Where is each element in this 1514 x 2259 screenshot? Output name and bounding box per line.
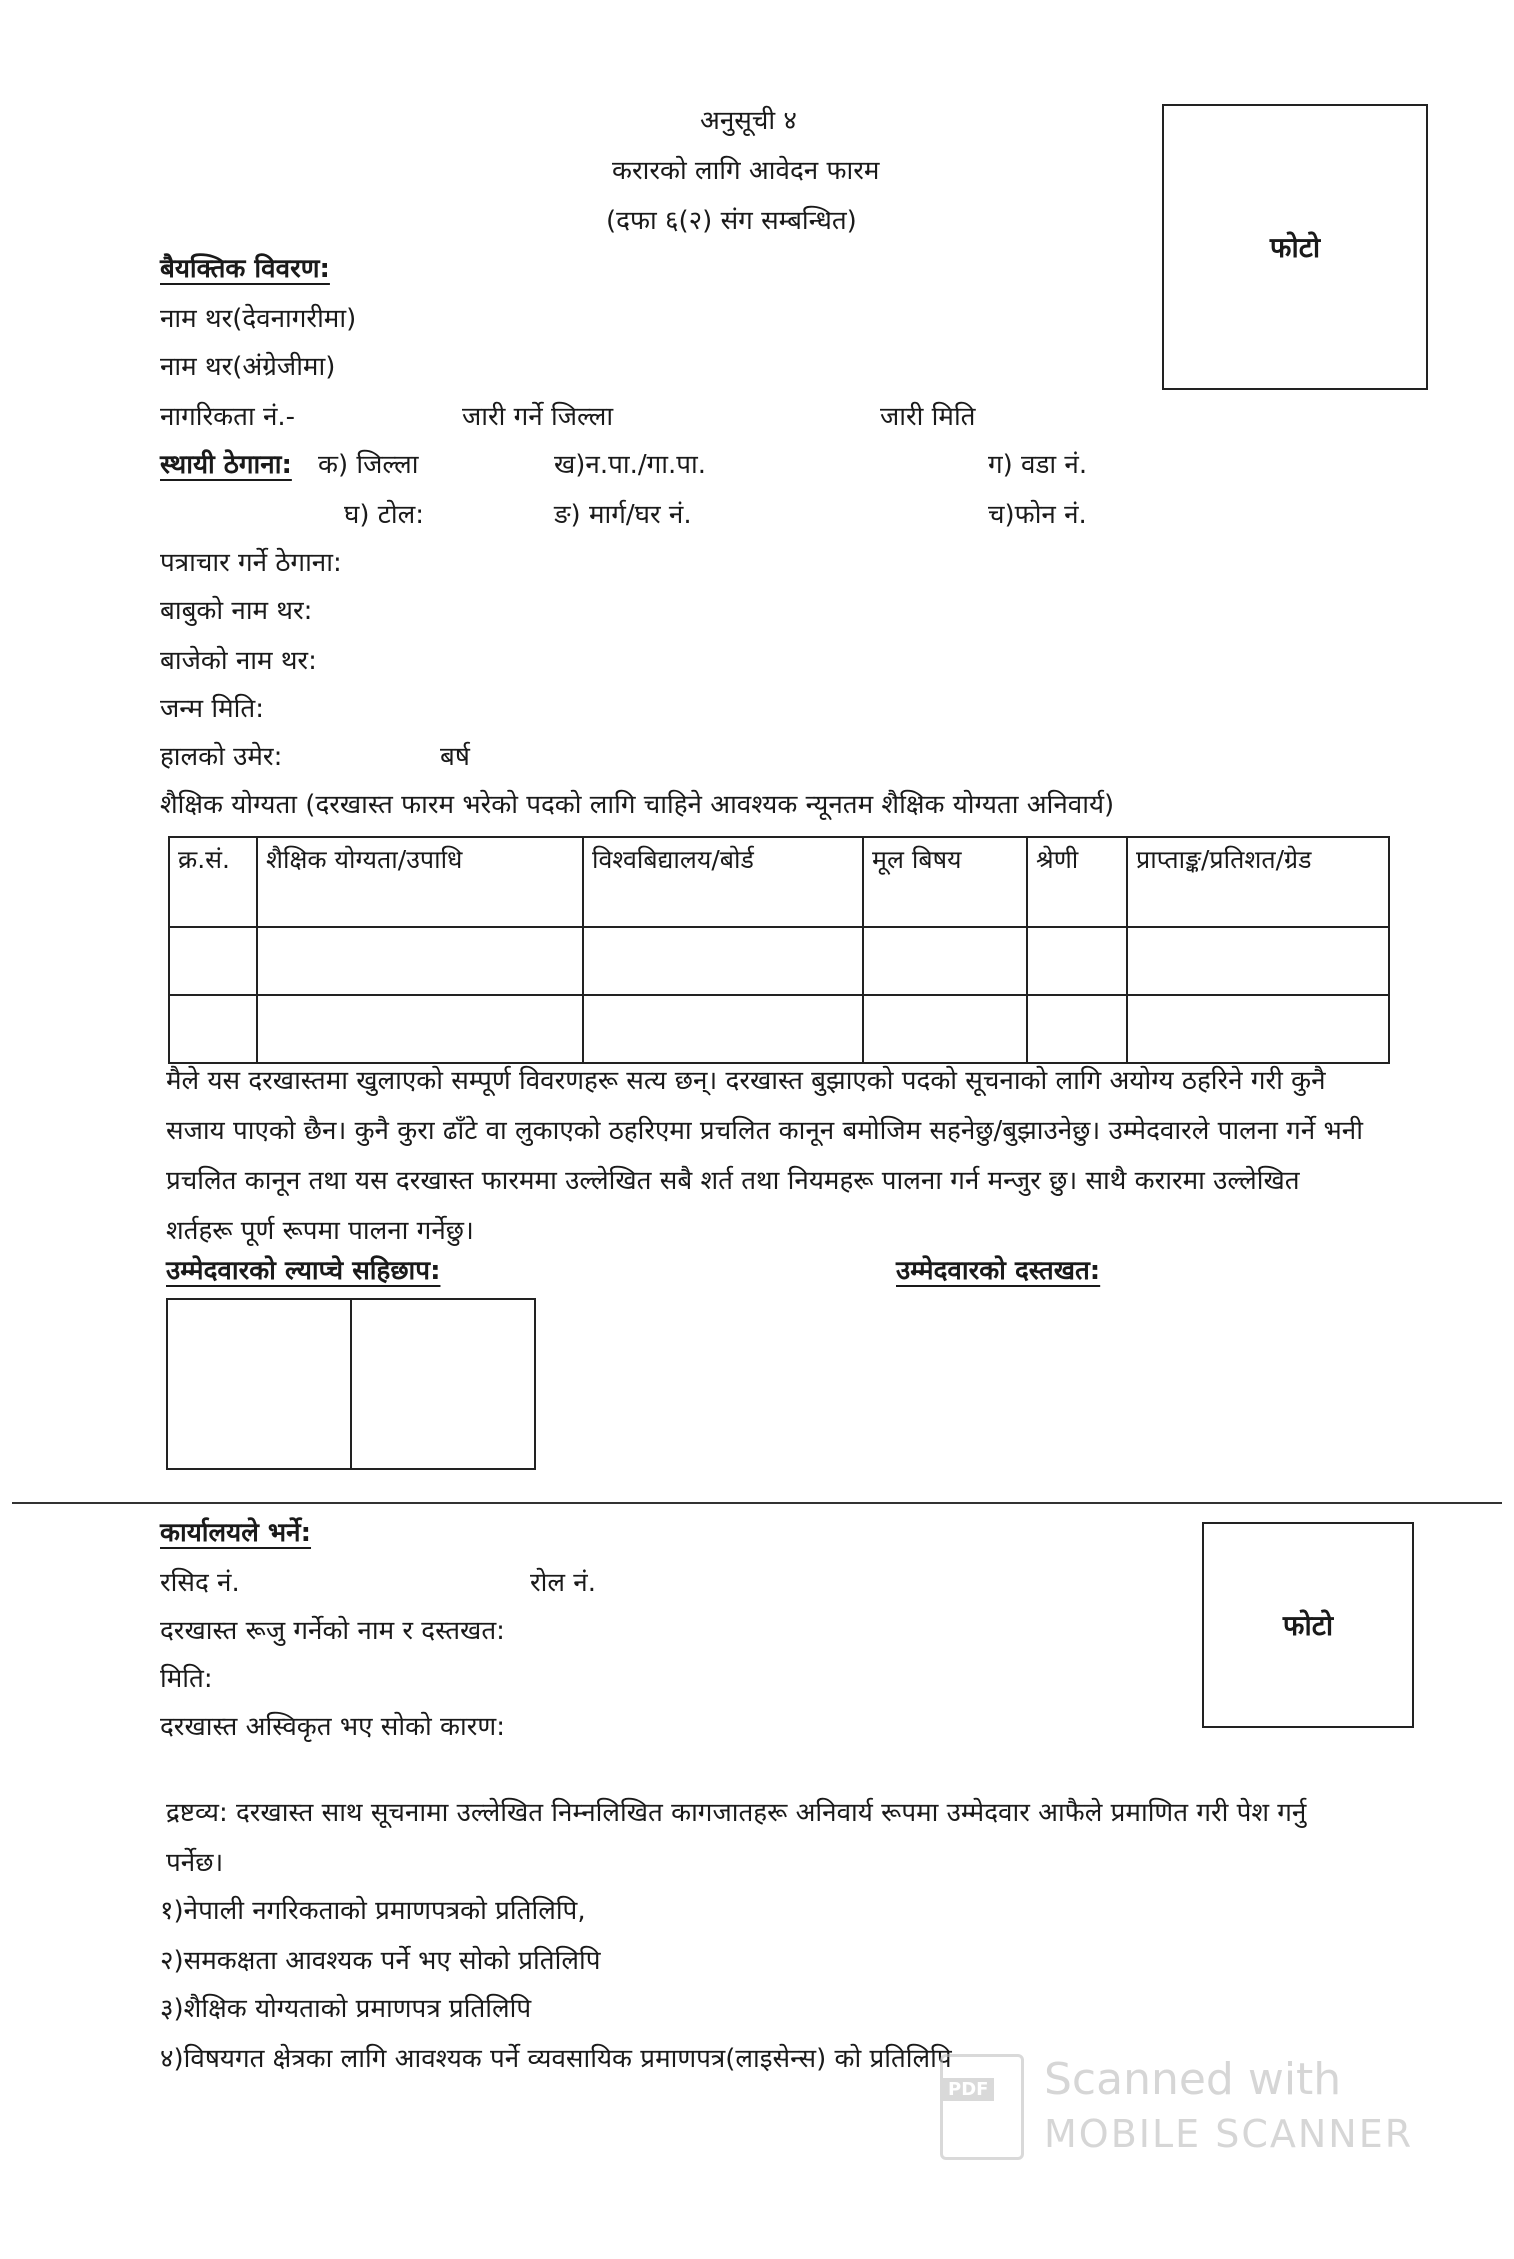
header-qualification: शैक्षिक योग्यता/उपाधि: [257, 837, 583, 927]
header-sn: क्र.सं.: [169, 837, 257, 927]
personal-details-heading: बैयक्तिक विवरण:: [160, 254, 330, 284]
office-photo-box[interactable]: [1202, 1522, 1414, 1728]
grandfather-name-label: बाजेको नाम थर:: [160, 646, 317, 676]
name-english-label: नाम थर(अंग्रेजीमा): [160, 352, 336, 382]
note-item: १)नेपाली नगरिकताको प्रमाणपत्रको प्रतिलिपि,: [160, 1896, 586, 1926]
right-thumb-box[interactable]: [350, 1300, 534, 1468]
thumbprint-box[interactable]: [166, 1298, 536, 1470]
header-university: विश्वबिद्यालय/बोर्ड: [583, 837, 863, 927]
table-row: [169, 995, 1389, 1063]
phone-label: च)फोन नं.: [988, 500, 1087, 530]
table-cell[interactable]: [169, 927, 257, 995]
office-photo-label: फोटो: [1282, 1609, 1334, 1642]
cut-line: [12, 1502, 1502, 1504]
rejection-reason-label: दरखास्त अस्विकृत भए सोको कारण:: [160, 1712, 505, 1742]
schedule-label: अनुसूची ४: [700, 106, 797, 136]
table-cell[interactable]: [169, 995, 257, 1063]
watermark-line2: MOBILE SCANNER: [1044, 2112, 1414, 2156]
permanent-address-label: स्थायी ठेगाना:: [160, 450, 292, 480]
ward-label: ग) वडा नं.: [988, 450, 1088, 480]
note-item: ४)विषयगत क्षेत्रका लागि आवश्यक पर्ने व्यवसायिक प्रमाणपत्र(लाइसेन्स) को प्रतिलिपि: [160, 2044, 952, 2074]
table-cell[interactable]: [257, 927, 583, 995]
declaration-text: मैले यस दरखास्तमा खुलाएको सम्पूर्ण विवरणहरू सत्य छन्। दरखास्त बुझाएको पदको सूचनाको लागि अयोग्य ठहरिने गरी कुनै सजाय पाएको छैन। कुनै कुरा ढाँटे वा लुकाएको ठहरिएमा प्रचलित कानून बमोजिम सहनेछु/बुझाउनेछु। उम्मेदवारले पालना गर्ने भनी प्रचलित कानून तथा यस दरखास्त फारममा उल्लेखित सबै शर्त तथा नियमहरू पालना गर्न मन्जुर छु। साथै करारमा उल्लेखित शर्तहरू पूर्ण रूपमा पालना गर्नेछु।: [166, 1066, 1363, 1246]
table-cell[interactable]: [1027, 995, 1127, 1063]
thumbprint-label: उम्मेदवारको ल्याप्चे सहिछाप:: [166, 1256, 441, 1286]
table-cell[interactable]: [583, 995, 863, 1063]
header-division: श्रेणी: [1027, 837, 1127, 927]
note-text: द्रष्टव्य: दरखास्त साथ सूचनामा उल्लेखित निम्नलिखित कागजातहरू अनिवार्य रूपमा उम्मेदवार आफैले प्रमाणित गरी पेश गर्नु पर्नेछ।: [166, 1798, 1307, 1878]
photo-label: फोटो: [1269, 231, 1321, 264]
office-date-label: मिति:: [160, 1664, 213, 1694]
street-label: ङ) मार्ग/घर नं.: [554, 500, 692, 530]
issue-district-label: जारी गर्ने जिल्ला: [462, 402, 614, 432]
municipality-label: ख)न.पा./गा.पा.: [554, 450, 707, 480]
table-row: [169, 927, 1389, 995]
education-note: शैक्षिक योग्यता (दरखास्त फारम भरेको पदको लागि चाहिने आवश्यक न्यूनतम शैक्षिक योग्यता अनिवार्य): [160, 790, 1115, 820]
form-title: करारको लागि आवेदन फारम: [612, 156, 880, 186]
table-cell[interactable]: [1127, 927, 1389, 995]
age-label: हालको उमेर:: [160, 742, 283, 772]
roll-no-label: रोल नं.: [530, 1568, 596, 1598]
tole-label: घ) टोल:: [344, 500, 425, 530]
header-main-subject: मूल बिषय: [863, 837, 1027, 927]
header-marks: प्राप्ताङ्क/प्रतिशत/ग्रेड: [1127, 837, 1389, 927]
office-heading: कार्यालयले भर्ने:: [160, 1518, 312, 1548]
issue-date-label: जारी मिति: [880, 402, 976, 432]
watermark-line1: Scanned with: [1044, 2054, 1342, 2105]
education-table: [168, 836, 1390, 1064]
signature-label: उम्मेदवारको दस्तखत:: [896, 1256, 1101, 1286]
name-devanagari-label: नाम थर(देवनागरीमा): [160, 304, 357, 334]
citizenship-no-label: नागरिकता नं.-: [160, 402, 296, 432]
left-thumb-box[interactable]: [168, 1300, 350, 1468]
photo-box[interactable]: [1162, 104, 1428, 390]
father-name-label: बाबुको नाम थर:: [160, 596, 313, 626]
checker-label: दरखास्त रूजु गर्नेको नाम र दस्तखत:: [160, 1616, 505, 1646]
dob-label: जन्म मिति:: [160, 694, 264, 724]
table-cell[interactable]: [863, 995, 1027, 1063]
pdf-badge: PDF: [942, 2078, 994, 2101]
table-cell[interactable]: [257, 995, 583, 1063]
district-label: क) जिल्ला: [318, 450, 419, 480]
scanner-watermark: [940, 2048, 1420, 2168]
mailing-address-label: पत्राचार गर्ने ठेगाना:: [160, 548, 342, 578]
pdf-file-icon: [940, 2054, 1024, 2160]
note-item: ३)शैक्षिक योग्यताको प्रमाणपत्र प्रतिलिपि: [160, 1994, 532, 2024]
table-cell[interactable]: [1027, 927, 1127, 995]
receipt-no-label: रसिद नं.: [160, 1568, 240, 1598]
form-subtitle: (दफा ६(२) संग सम्बन्धित): [606, 206, 857, 236]
note-item: २)समकक्षता आवश्यक पर्ने भए सोको प्रतिलिपि: [160, 1946, 601, 1976]
table-header-row: [169, 837, 1389, 927]
table-cell[interactable]: [1127, 995, 1389, 1063]
table-cell[interactable]: [863, 927, 1027, 995]
years-label: बर्ष: [440, 742, 470, 772]
table-cell[interactable]: [583, 927, 863, 995]
